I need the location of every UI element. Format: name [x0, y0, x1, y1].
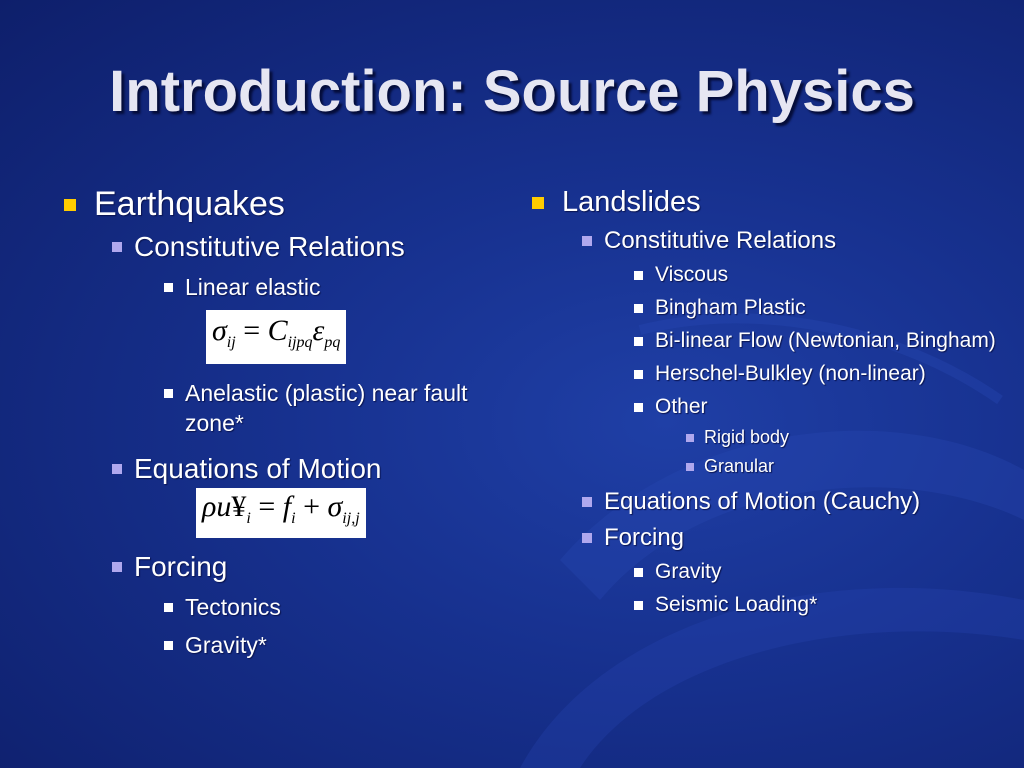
square-bullet-icon	[582, 533, 592, 543]
rigid-body-text: Rigid body	[704, 427, 790, 447]
eq2-rho: ρ	[202, 490, 217, 523]
eq-constitutive-bullet	[112, 230, 500, 264]
landslides-bullet	[530, 184, 1000, 220]
square-bullet-icon	[164, 641, 173, 650]
eq1-equals: =	[235, 314, 268, 347]
square-bullet-icon	[634, 568, 643, 577]
anelastic-bullet	[164, 378, 500, 438]
granular-text: Granular	[704, 456, 775, 476]
ls-gravity-bullet	[634, 558, 1000, 586]
eq1-sigma: σ	[212, 314, 227, 347]
ls-constitutive-bullet	[582, 226, 1000, 256]
eq-motion-bullet	[112, 452, 500, 486]
earthquakes-bullet	[60, 184, 500, 224]
other-text: Other	[655, 395, 708, 418]
eq2-u-mark: ¥	[231, 490, 247, 523]
square-bullet-icon	[686, 434, 694, 442]
hooke-law-equation	[206, 310, 346, 364]
eq1-sigma-sub: ij	[226, 334, 236, 351]
eq2-plus: +	[295, 490, 328, 523]
eq2-sigma-sub: ij,j	[342, 510, 360, 527]
ls-motion-text: Equations of Motion (Cauchy)	[604, 488, 921, 515]
square-bullet-icon	[112, 562, 122, 572]
viscous-text: Viscous	[655, 263, 729, 286]
motion-equation	[196, 488, 366, 538]
square-bullet-icon	[634, 337, 643, 346]
square-bullet-icon	[634, 271, 643, 280]
seismic-loading-text: Seismic Loading*	[655, 593, 818, 616]
square-bullet-icon	[582, 236, 592, 246]
bingham-text: Bingham Plastic	[655, 296, 806, 319]
eq1-c: C	[267, 314, 288, 347]
eq2-u: u	[216, 490, 232, 523]
seismic-loading-bullet	[634, 591, 1000, 619]
eq2-f-sub: i	[291, 510, 296, 527]
tectonics-bullet	[164, 592, 500, 622]
ls-forcing-text: Forcing	[604, 524, 685, 551]
eq-forcing-text: Forcing	[134, 551, 228, 582]
linear-elastic-text: Linear elastic	[185, 274, 321, 300]
earthquakes-heading: Earthquakes	[94, 185, 285, 223]
tectonics-text: Tectonics	[185, 594, 281, 620]
eq-gravity-text: Gravity*	[185, 632, 267, 658]
square-bullet-icon	[582, 497, 592, 507]
ls-forcing-bullet	[582, 523, 1000, 553]
eq1-epsilon: ε	[312, 314, 325, 347]
anelastic-text: Anelastic (plastic) near fault zone*	[185, 380, 468, 436]
rigid-body-bullet	[686, 425, 1000, 450]
eq-forcing-bullet	[112, 550, 500, 584]
bilinear-bullet	[634, 327, 1000, 355]
earthquakes-column	[60, 184, 500, 660]
square-bullet-icon	[634, 601, 643, 610]
square-bullet-icon	[634, 304, 643, 313]
square-bullet-icon	[164, 389, 173, 398]
square-bullet-icon	[634, 370, 643, 379]
eq-motion-text: Equations of Motion	[134, 453, 382, 484]
eq2-f: f	[282, 490, 292, 523]
square-bullet-icon	[112, 242, 122, 252]
ls-constitutive-text: Constitutive Relations	[604, 227, 837, 254]
eq1-c-sub: ijpq	[287, 334, 313, 351]
viscous-bullet	[634, 261, 1000, 289]
ls-gravity-text: Gravity	[655, 560, 722, 583]
bilinear-text: Bi-linear Flow (Newtonian, Bingham)	[655, 329, 996, 352]
eq1-epsilon-sub: pq	[324, 334, 341, 351]
square-bullet-icon	[634, 403, 643, 412]
square-bullet-icon	[112, 464, 122, 474]
square-bullet-icon	[532, 197, 544, 209]
eq-constitutive-text: Constitutive Relations	[134, 231, 405, 262]
eq2-u-sub: i	[246, 510, 251, 527]
herschel-text: Herschel-Bulkley (non-linear)	[655, 362, 926, 385]
granular-bullet	[686, 454, 1000, 479]
eq-gravity-bullet	[164, 630, 500, 660]
herschel-bullet	[634, 360, 1000, 388]
slide-title: Introduction: Source Physics	[109, 59, 915, 124]
square-bullet-icon	[64, 199, 76, 211]
eq2-equals: =	[250, 490, 283, 523]
linear-elastic-bullet	[164, 272, 500, 302]
ls-motion-bullet	[582, 487, 1000, 517]
landslides-heading: Landslides	[562, 186, 701, 218]
square-bullet-icon	[164, 283, 173, 292]
landslides-column	[530, 184, 1000, 619]
eq2-sigma: σ	[327, 490, 343, 523]
square-bullet-icon	[164, 603, 173, 612]
square-bullet-icon	[686, 463, 694, 471]
other-bullet	[634, 393, 1000, 421]
bingham-bullet	[634, 294, 1000, 322]
